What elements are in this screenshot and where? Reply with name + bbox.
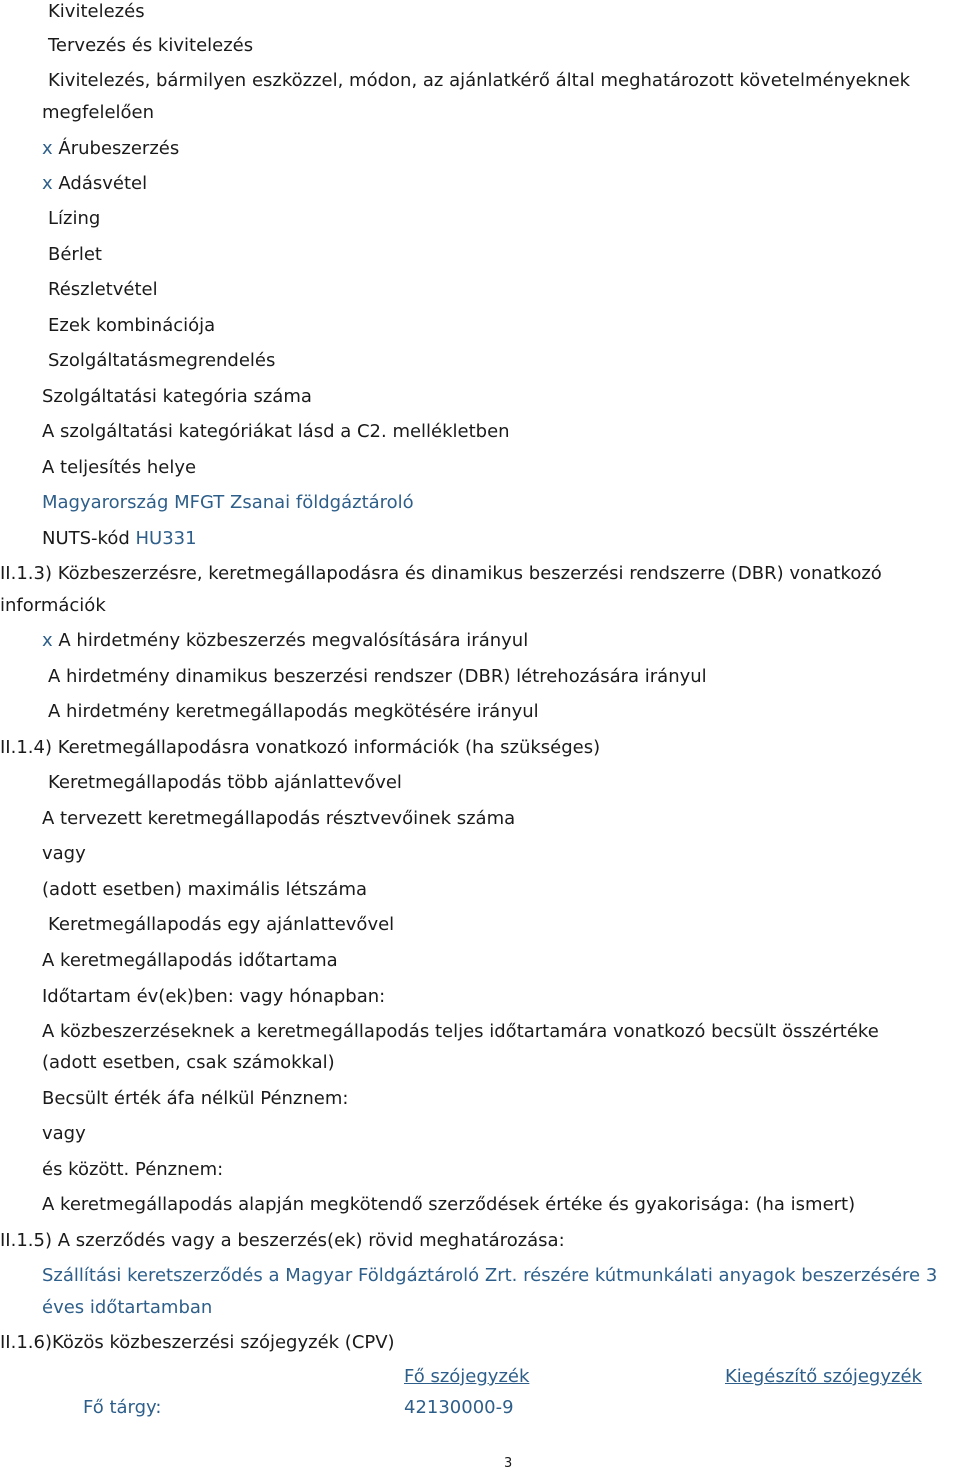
cpv-row-label: Fő tárgy: (83, 1397, 162, 1418)
cpv-column-fo-szojegyzek: Fő szójegyzék (404, 1366, 530, 1387)
line-opt-kozbeszerzes (42, 629, 528, 653)
opt-kozbeszerzes-label: A hirdetmény közbeszerzés megvalósítására irányul (58, 630, 529, 651)
section-heading-II-1-6: II.1.6)Közös közbeszerzési szójegyzék (CPV) (0, 1332, 395, 1353)
checkbox-mark: x (42, 138, 53, 159)
nuts-value: HU331 (135, 528, 197, 549)
section-heading-II-1-5: II.1.5) A szerződés vagy a beszerzés(ek) rövid meghatározása: (0, 1230, 565, 1251)
line-idotartama: A keretmegállapodás időtartama (42, 950, 338, 971)
arubeszerzes-label: Árubeszerzés (58, 138, 180, 159)
line-rovid-meghatarozas-2: éves időtartamban (42, 1297, 213, 1318)
line-szolgaltatas: Szolgáltatásmegrendelés (48, 350, 276, 371)
adasvetel-label: Adásvétel (58, 173, 148, 194)
section-heading-II-1-3-cont: információk (0, 595, 106, 616)
line-vagy-1: vagy (42, 843, 86, 864)
line-maximalis: (adott esetben) maximális létszáma (42, 879, 368, 900)
nuts-label: NUTS-kód (42, 528, 130, 549)
line-tobb: Keretmegállapodás több ajánlattevővel (48, 772, 402, 793)
cpv-row-value: 42130000-9 (404, 1397, 514, 1418)
line-ertek-gyakorisag: A keretmegállapodás alapján megkötendő szerződések értéke és gyakorisága: (ha ismert) (42, 1194, 856, 1215)
line-teljesites-helye: A teljesítés helye (42, 457, 197, 478)
section-heading-II-1-3: II.1.3) Közbeszerzésre, keretmegállapodásra és dinamikus beszerzési rendszerre (DBR) vonatkozó (0, 563, 882, 584)
line-resztvevok: A tervezett keretmegállapodás résztvevőinek száma (42, 808, 516, 829)
line-becsult: Becsült érték áfa nélkül Pénznem: (42, 1088, 349, 1109)
line-kategoria-szama: Szolgáltatási kategória száma (42, 386, 312, 407)
line-rovid-meghatarozas-1: Szállítási keretszerződés a Magyar Földgáztároló Zrt. részére kútmunkálati anyagok beszerzésére 3 (42, 1265, 938, 1286)
checkbox-mark: x (42, 173, 53, 194)
line-kivitelezes: Kivitelezés (48, 1, 145, 22)
line-adasvetel (42, 172, 147, 196)
line-opt-dbr: A hirdetmény dinamikus beszerzési rendszer (DBR) létrehozására irányul (48, 666, 707, 687)
line-tervezes: Tervezés és kivitelezés (48, 35, 254, 56)
line-nuts (42, 527, 197, 551)
line-opt-keret: A hirdetmény keretmegállapodás megkötésére irányul (48, 701, 539, 722)
checkbox-mark: x (42, 630, 53, 651)
line-idotartam-ev: Időtartam év(ek)ben: vagy hónapban: (42, 986, 386, 1007)
line-osszertek-1: A közbeszerzéseknek a keretmegállapodás teljes időtartamára vonatkozó becsült összértéke (42, 1021, 879, 1042)
line-kivitelezes-eszkoz-2: megfelelően (42, 102, 155, 123)
line-egy: Keretmegállapodás egy ajánlattevővel (48, 914, 395, 935)
section-heading-II-1-4: II.1.4) Keretmegállapodásra vonatkozó információk (ha szükséges) (0, 737, 601, 758)
line-teljesites-ertek: Magyarország MFGT Zsanai földgáztároló (42, 492, 414, 513)
line-lizing: Lízing (48, 208, 101, 229)
page-number: 3 (504, 1456, 513, 1471)
line-es-kozott: és között. Pénznem: (42, 1159, 224, 1180)
cpv-column-kiegeszito-szojegyzek: Kiegészítő szójegyzék (725, 1366, 922, 1387)
line-kivitelezes-eszkoz-1: Kivitelezés, bármilyen eszközzel, módon, az ajánlatkérő által meghatározott követelményeknek (48, 70, 911, 91)
line-berlet: Bérlet (48, 244, 102, 265)
line-vagy-2: vagy (42, 1123, 86, 1144)
line-reszletvetel: Részletvétel (48, 279, 158, 300)
line-kombinacio: Ezek kombinációja (48, 315, 216, 336)
line-arubeszerzes (42, 137, 179, 161)
line-osszertek-2: (adott esetben, csak számokkal) (42, 1052, 335, 1073)
line-kategoria-lasd: A szolgáltatási kategóriákat lásd a C2. mellékletben (42, 421, 510, 442)
